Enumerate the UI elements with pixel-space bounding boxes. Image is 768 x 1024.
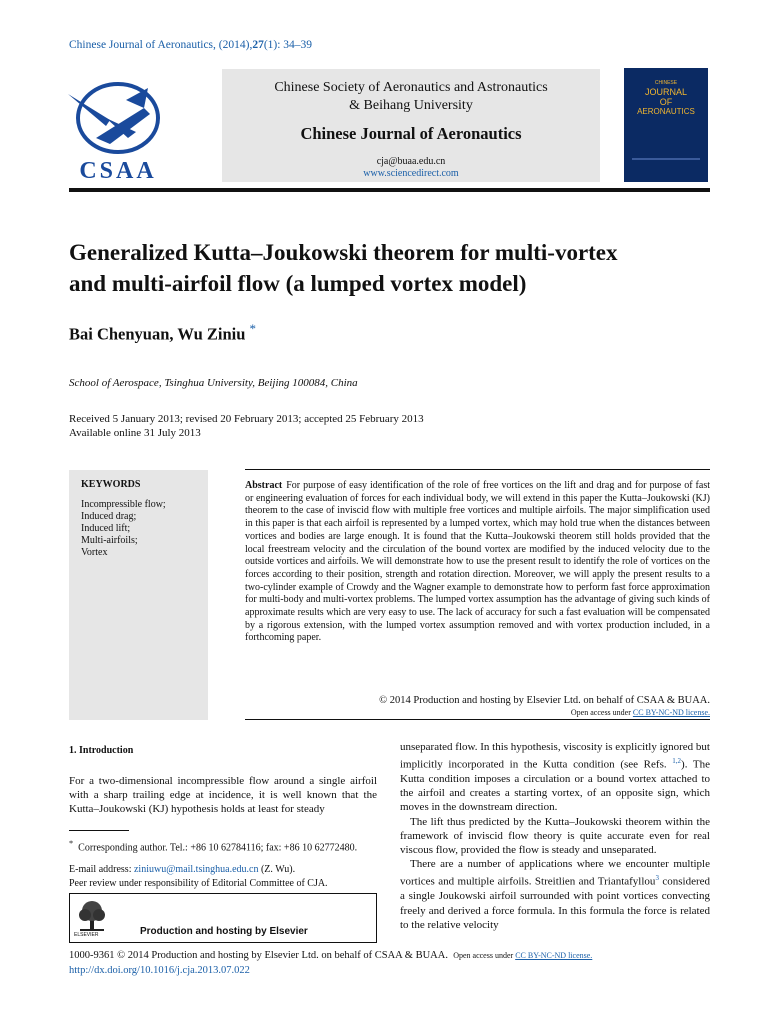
elsevier-production-box: [69, 893, 377, 943]
logo-text: CSAA: [79, 158, 157, 182]
journal-citation[interactable]: [69, 39, 312, 51]
author-email-link[interactable]: ziniuwu@mail.tsinghua.edu.cn: [133, 864, 259, 875]
paragraph-text: There are a number of applications where we encounter multiple vortices and multiple airfoils. Streitlien and Triantafyllou: [400, 858, 710, 889]
citation-journal: Chinese Journal of Aeronautics, (2014),: [69, 39, 253, 51]
title-line2: and multi-airfoil flow (a lumped vortex model): [69, 271, 527, 296]
footer-open-access: Open access under: [453, 951, 516, 960]
abstract-text: For purpose of easy identification of the role of free vortices on the lift and drag and for purpose of fast or engineering evaluation of forces for each individual body, we will extend in this paper the Kutta–Joukowski (KJ) theorem to the case of inviscid flow with multiple free vortices and multiple airfoils. The major simplification used in this paper is that each airfoil is represented by a lumped vortex, which may hold true when the distances between vortices and bodies are large enough. It is found that the Kutta–Joukowski theorem still holds provided that the local freestream velocity and the circulation of the bound vortex are modified by the induced velocity due to the outside vortices and airfoils. We will demonstrate how to use the present result to identify the role of vortices on the forces according to their position, strength and rotation direction. Moreover, we will apply the present results to a two-cylinder example of Crowdy and the Wagner example to demonstrate how to perform fast force approximation for multi-body and multi-vortex problems. The lumped vortex assumption has the advantage of giving such kinds of approximate results which are very easy to use. The lack of accuracy for such a fast evaluation will be compensated by a rigorous extension, with the lumped vortex assumption removed and with vortex production included, in a forthcoming paper.: [245, 480, 711, 644]
open-access-text: Open access under: [570, 708, 633, 717]
intro-left-text: For a two-dimensional incompressible flow around a single airfoil with a sharp trailing edge at incidence, it is well known that the Kutta–Joukowski (KJ) hypothesis holds at least for steady: [69, 775, 377, 816]
citation-pages: (1): 34–39: [263, 39, 313, 51]
issn-text: 1000-9361 © 2014 Production and hosting by Elsevier Ltd. on behalf of CSAA & BUAA.: [69, 950, 448, 961]
abstract-top-rule: [245, 469, 710, 470]
cover-decoration: [632, 158, 700, 160]
license-link[interactable]: CC BY-NC-ND license.: [632, 708, 710, 717]
journal-header-box: [222, 69, 600, 182]
footnote-corresponding: [69, 837, 377, 854]
reference-link[interactable]: 1,2: [672, 757, 682, 766]
footer-issn: [69, 950, 592, 961]
header-rule: [69, 188, 710, 192]
abstract-open-access: [245, 708, 710, 717]
article-dates: [69, 412, 424, 440]
footnote-email-line: [69, 864, 295, 875]
article-title: [69, 237, 719, 299]
keyword-item: Induced lift;: [81, 523, 131, 534]
title-line1: Generalized Kutta–Joukowski theorem for multi-vortex: [69, 240, 618, 265]
footnote-mark: *: [69, 839, 74, 848]
keyword-item: Induced drag;: [81, 511, 137, 522]
keyword-item: Incompressible flow;: [81, 499, 166, 510]
paragraph-text: considered a single Joukowski airfoil surrounded with point vortices convecting freely and derived a force formula. In this formula the force is related to the relative velocity: [400, 876, 710, 931]
cover-text-of: OF: [659, 97, 673, 107]
paragraph: The lift thus predicted by the Kutta–Joukowski theorem within the framework of inviscid flow theory is quite accurate even for real viscous flow, provided the flow is steady and unseparated.: [400, 815, 710, 857]
society-name-line1: Chinese Society of Aeronautics and Astronautics: [274, 80, 548, 95]
paragraph: [400, 740, 710, 815]
abstract: [245, 480, 710, 645]
keyword-item: Multi-airfoils;: [81, 535, 138, 546]
footnote-rule: [69, 830, 129, 831]
reference-link[interactable]: 3: [655, 874, 659, 883]
csaa-logo: [66, 78, 170, 182]
journal-email[interactable]: cja@buaa.edu.cn: [376, 156, 446, 167]
abstract-copyright: © 2014 Production and hosting by Elsevier Ltd. on behalf of CSAA & BUAA.: [379, 695, 710, 706]
section-heading-introduction: 1. Introduction: [69, 745, 134, 756]
footnote-text: Corresponding author. Tel.: +86 10 62784116; fax: +86 10 62772480.: [78, 842, 358, 854]
citation-volume: 27: [252, 39, 264, 51]
keywords-heading: KEYWORDS: [81, 479, 141, 490]
journal-name: Chinese Journal of Aeronautics: [300, 124, 522, 143]
abstract-bottom-rule: [245, 719, 710, 720]
footer-license-link[interactable]: CC BY-NC-ND license.: [515, 951, 593, 960]
author-list: [69, 321, 256, 345]
email-owner: (Z. Wu).: [258, 864, 296, 875]
paragraph: [400, 857, 710, 932]
doi-link[interactable]: http://dx.doi.org/10.1016/j.cja.2013.07.022: [69, 965, 250, 976]
cover-header-strip: [624, 73, 708, 78]
journal-website-link[interactable]: www.sciencedirect.com: [363, 168, 459, 179]
authors-names: Bai Chenyuan, Wu Ziniu: [69, 324, 246, 344]
intro-right-text: [400, 740, 710, 932]
affiliation: School of Aerospace, Tsinghua University, Beijing 100084, China: [69, 377, 358, 389]
email-label: E-mail address:: [69, 864, 134, 875]
received-dates: Received 5 January 2013; revised 20 February 2013; accepted 25 February 2013: [69, 413, 424, 425]
peer-review-note: Peer review under responsibility of Editorial Committee of CJA.: [69, 878, 328, 889]
cover-text-journal: JOURNAL: [644, 87, 687, 97]
society-name-line2: & Beihang University: [349, 98, 473, 113]
keywords-box: [69, 470, 208, 720]
corresponding-author-mark[interactable]: *: [249, 321, 257, 336]
online-date: Available online 31 July 2013: [69, 427, 201, 439]
paragraph-text: unseparated flow. In this hypothesis, viscosity is explicitly ignored but implicitly incorporated in the Kutta condition (see Refs.: [400, 741, 710, 771]
production-hosting-text: Production and hosting by Elsevier: [140, 926, 308, 937]
keyword-item: Vortex: [81, 547, 108, 558]
paragraph-text: ). The Kutta condition imposes a circulation or a bound vortex attached to the airfoil and creates a starting vortex, of an opposite sign, which moves in the downstream direction.: [400, 758, 711, 814]
cover-text-aeronautics: AERONAUTICS: [637, 107, 695, 116]
elsevier-label: ELSEVIER: [74, 932, 99, 938]
abstract-label: Abstract: [245, 480, 283, 491]
journal-cover-image: [624, 68, 708, 182]
cover-text-chinese: CHINESE: [654, 80, 678, 86]
